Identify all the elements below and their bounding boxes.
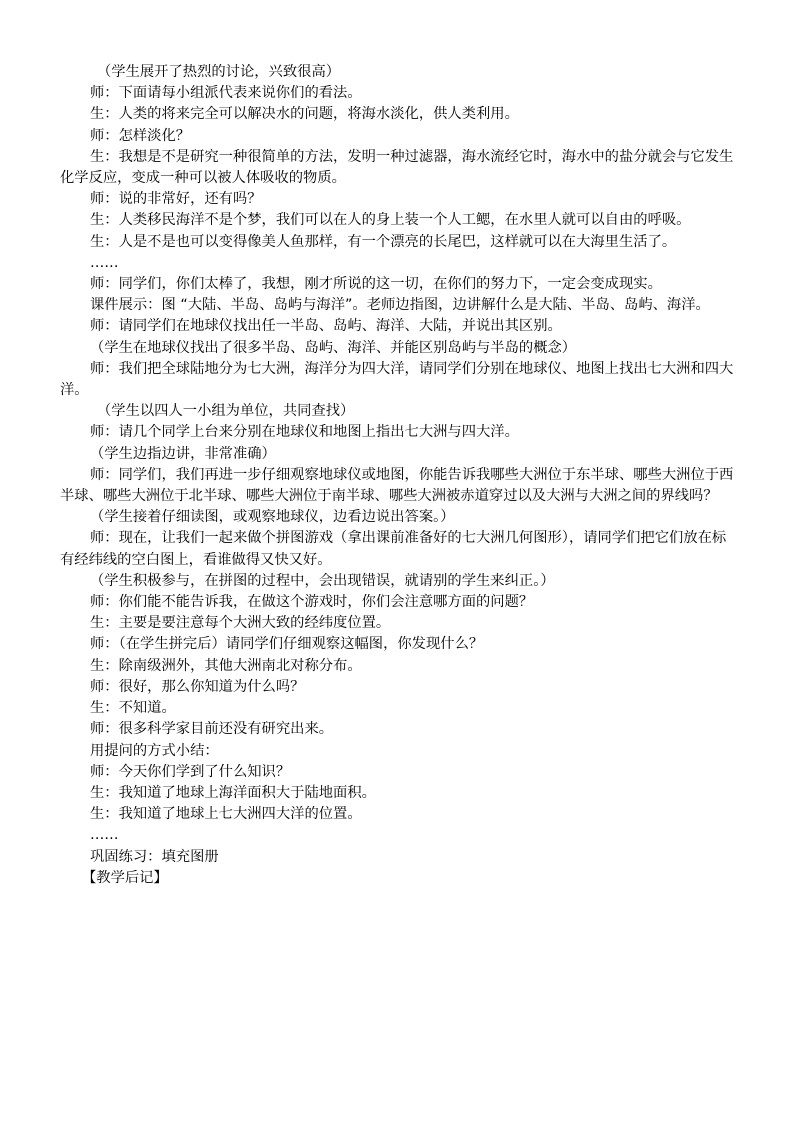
paragraph: 生：人类移民海洋不是个梦，我们可以在人的身上装一个人工鳃，在水里人就可以自由的呼吸。 [90,212,691,229]
paragraph: 生：除南级洲外，其他大洲南北对称分布。 [90,657,362,674]
paragraph: （学生边指边讲，非常准确） [90,445,276,462]
paragraph: 生：人是不是也可以变得像美人鱼那样，有一个漂亮的长尾巴，这样就可以在大海里生活了。 [90,233,677,250]
paragraph: 生：不知道。 [90,700,176,717]
paragraph: 师：说的非常好，还有吗？ [90,191,262,208]
paragraph: 师：同学们，你们太棒了，我想，刚才所说的这一切，在你们的努力下，一定会变成现实。 [90,276,662,293]
paragraph: 生：人类的将来完全可以解决水的问题，将海水淡化，供人类利用。 [90,106,519,123]
paragraph: 师：现在，让我们一起来做个拼图游戏（拿出课前准备好的七大洲几何图形），请同学们把它们放在标有经纬线的空白图上，看谁做得又快又好。 [60,530,727,568]
paragraph: 课件展示：图 “大陆、半岛、岛屿与海洋”。老师边指图，边讲解什么是大陆、半岛、岛屿、海洋。 [90,297,710,314]
paragraph: 生：我知道了地球上七大洲四大洋的位置。 [90,806,362,823]
paragraph: 师：同学们，我们再进一步仔细观察地球仪或地图，你能告诉我哪些大洲位于东半球、哪些大洲位于西半球、哪些大洲位于北半球、哪些大洲位于南半球、哪些大洲被赤道穿过以及大洲与大洲之间的界线吗？ [60,466,734,505]
paragraph: 师：今天你们学到了什么知识？ [90,763,291,780]
document-body [60,62,740,889]
paragraph: （学生积极参与，在拼图的过程中，会出现错误，就请别的学生来纠正。） [90,572,555,589]
paragraph: 生：我知道了地球上海洋面积大于陆地面积。 [90,784,376,801]
paragraph: 生：主要是要注意每个大洲大致的经纬度位置。 [90,615,391,632]
paragraph: …… [90,254,119,271]
paragraph: 师：下面请每小组派代表来说你们的看法。 [90,85,362,102]
paragraph: 用提问的方式小结： [90,742,219,759]
paragraph: 师：请几个同学上台来分别在地球仪和地图上指出七大洲与四大洋。 [90,424,519,441]
paragraph: （学生以四人一小组为单位，共同查找） [97,403,355,420]
paragraph: （学生展开了热烈的讨论，兴致很高） [97,64,341,80]
paragraph: 生：我想是不是研究一种很简单的方法，发明一种过滤器，海水流经它时，海水中的盐分就会与它发生化学反应，变成一种可以被人体吸收的物质。 [60,148,734,187]
paragraph: …… [90,827,119,844]
paragraph: 师：我们把全球陆地分为七大洲，海洋分为四大洋，请同学们分别在地球仪、地图上找出七大洲和四大洋。 [60,360,734,399]
paragraph: 师：请同学们在地球仪找出任一半岛、岛屿、海洋、大陆，并说出其区别。 [90,318,562,335]
paragraph: （学生接着仔细读图，或观察地球仪，边看边说出答案。） [90,509,455,526]
paragraph: 师：你们能不能告诉我，在做这个游戏时，你们会注意哪方面的问题？ [90,594,534,611]
paragraph: 师：（在学生拼完后）请同学们仔细观察这幅图，你发现什么？ [90,636,484,653]
paragraph: 师：怎样淡化？ [90,127,191,144]
paragraph: 师：很多科学家目前还没有研究出来。 [90,721,334,738]
paragraph: 师：很好，那么你知道为什么吗？ [90,678,305,695]
paragraph: 巩固练习：填充图册 [90,848,219,865]
paragraph: （学生在地球仪找出了很多半岛、岛屿、海洋、并能区别岛屿与半岛的概念） [90,339,577,356]
paragraph: 【教学后记】 [82,869,168,886]
